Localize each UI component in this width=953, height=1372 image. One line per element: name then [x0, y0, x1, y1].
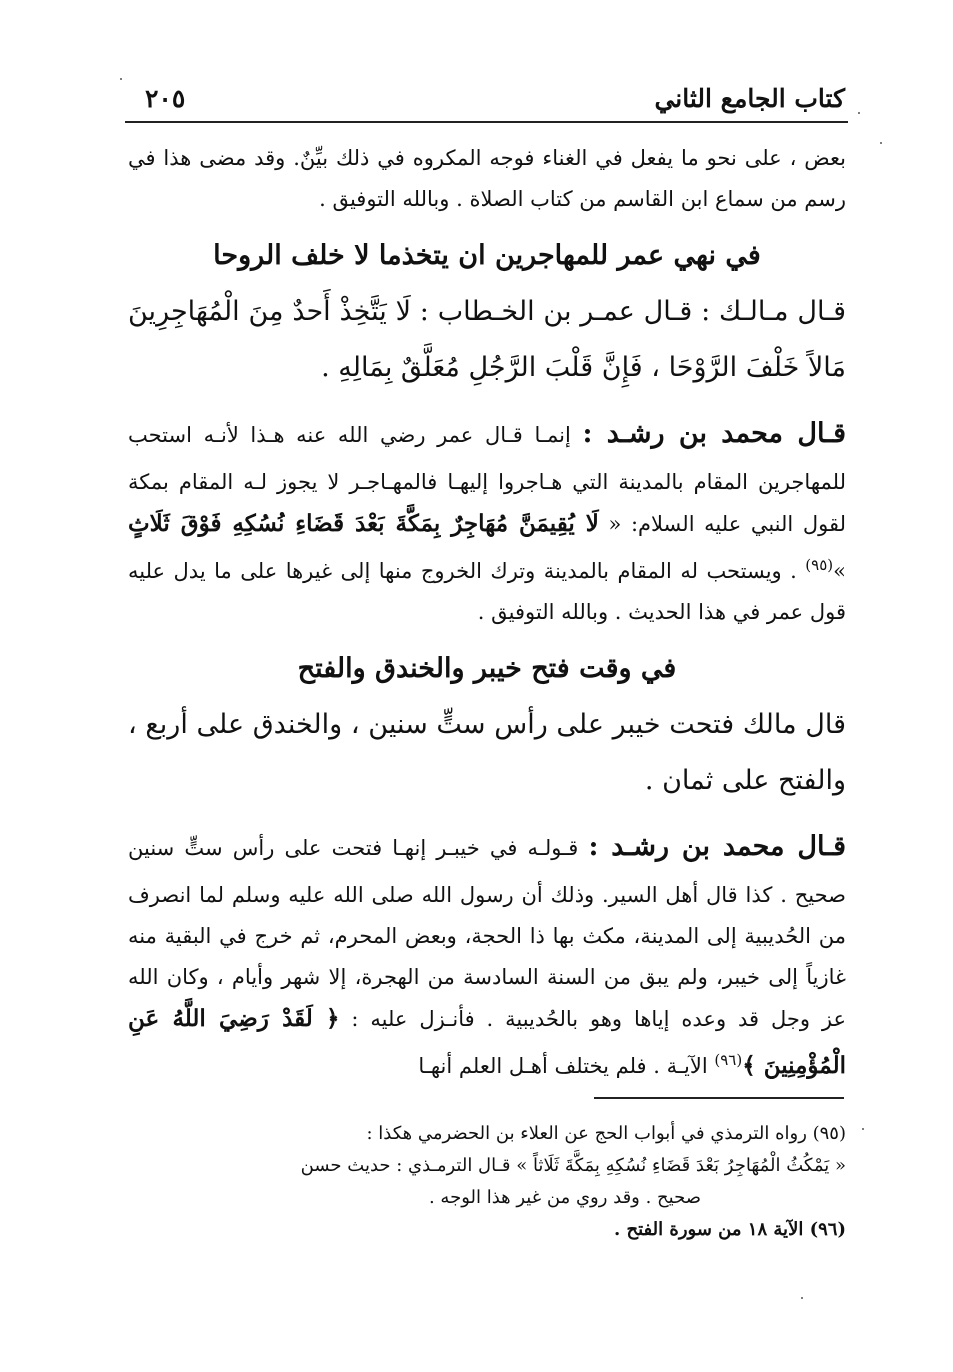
commentary-text: قـولـه في خيبـر إنهـا فتحت على رأس ستٍّ سنين صحيح . كذا قال أهل السير. وذلك أن رسول الله صلى الله عليه وسلم لما انصرف من الحُديبية إلى المدينة، مكث بها ذا الحجة، وبعض المحرم، ثم خرج في البقية منه غازياً إلى خيبر، ولم يبق من السنة السادسة من الهجرة، إلا شهر وأيام ، وكان الله عز وجل قد وعده إياها وهو بالحُديبية . فأنـزل عليه :	[128, 836, 846, 1031]
running-title: كتاب الجامع الثاني	[654, 84, 845, 113]
section-heading-hijra: في نهي عمر للمهاجرين ان يتخذما لا خلف الروحا	[213, 240, 761, 271]
footnote-95-line2: « يَمْكُثُ الْمُهَاجِرُ بَعْدَ قَضَاءِ نُسُكِهِ بِمَكَّةَ ثَلَاثاً » قـال الترمـذي : حديث حسن	[300, 1155, 846, 1176]
commentator-label: قـال محمد بن رشـد :	[588, 831, 847, 862]
paragraph-malik-khaybar: قال مالك فتحت خيبر على رأس ستٍّ سنين ، والخندق على أربع ، والفتح على ثمان .	[128, 709, 846, 796]
section-heading-khaybar: في وقت فتح خيبر والخندق والفتح	[297, 653, 677, 684]
scan-speck	[120, 78, 122, 80]
footnote-ref-95[interactable]: (٩٥)	[805, 556, 834, 574]
header-rule	[125, 121, 848, 123]
quran-quote: ﴿ لَقَدْ رَضِيَ اللَّهُ عَنِ الْمُؤْمِنِينَ ﴾	[128, 1005, 846, 1079]
hadith-quote: لَا يُقِيمَنَّ مُهَاجِرٌ بِمَكَّةَ بَعْدَ قَضَاءِ نُسُكِهِ فَوْقَ ثَلَاثٍ	[128, 510, 599, 537]
footnote-96: (٩٦) الآية ١٨ من سورة الفتح .	[613, 1219, 846, 1240]
paragraph-commentary-hijra	[128, 406, 846, 633]
paragraph-opening: بعض ، على نحو ما يفعل في الغناء فوجه المكروه في ذلك بيِّنٌ. وقد مضى هذا في رسم من سماع ابن القاسم من كتاب الصلاة . وبالله التوفيق .	[128, 146, 846, 211]
scan-speck	[801, 1297, 803, 1299]
commentary-text-cont: . ويستحب له المقام بالمدينة وترك الخروج منها إلى غيرها على ما يدل عليه قول عمر في هذا الحديث . وبالله التوفيق .	[128, 559, 846, 624]
quote-close: »	[833, 559, 846, 583]
main-text	[128, 138, 846, 1087]
scan-speck	[858, 112, 860, 114]
scan-speck	[880, 142, 882, 144]
paragraph-malik-umar: قـال مـالـك : قـال عمـر بن الخـطاب : لَا يَتَّخِذْ أَحدٌ مِنَ الْمُهَاجِرِينَ مَالاً خَلْفَ الرَّوْحَا ، فَإِنَّ قَلْبَ الرَّجُلِ مُعَلَّقٌ بِمَالِهِ .	[128, 296, 846, 383]
footnote-rule	[594, 1097, 844, 1099]
page-header	[145, 84, 845, 120]
footnote-95-line1: (٩٥) رواه الترمذي في أبواب الحج عن العلاء بن الحضرمي هكذا :	[366, 1123, 846, 1144]
footnote-ref-96[interactable]: (٩٦)	[714, 1051, 743, 1069]
paragraph-commentary-khaybar	[128, 819, 846, 1087]
footnote-95-line3: صحيح . وقد روي من غير هذا الوجه .	[428, 1187, 701, 1208]
commentary-text-cont: الآيـة . فلم يختلف أهـل العلم أنهـا	[418, 1054, 708, 1078]
commentator-label: قـال محمد بن رشـد :	[582, 418, 846, 449]
commentary-text: إنمـا قـال عمر رضي الله عنه هـذا لأنـه استحب للمهاجرين المقام بالمدينة التي هـاجروا إليهـا فالمهـاجـر لا يجوز لـه المقام بمكة لقول النبي عليه السلام: «	[128, 423, 846, 536]
scan-speck	[862, 1128, 864, 1130]
footnotes	[128, 1118, 846, 1246]
page-number: ٢٠٥	[145, 84, 186, 113]
